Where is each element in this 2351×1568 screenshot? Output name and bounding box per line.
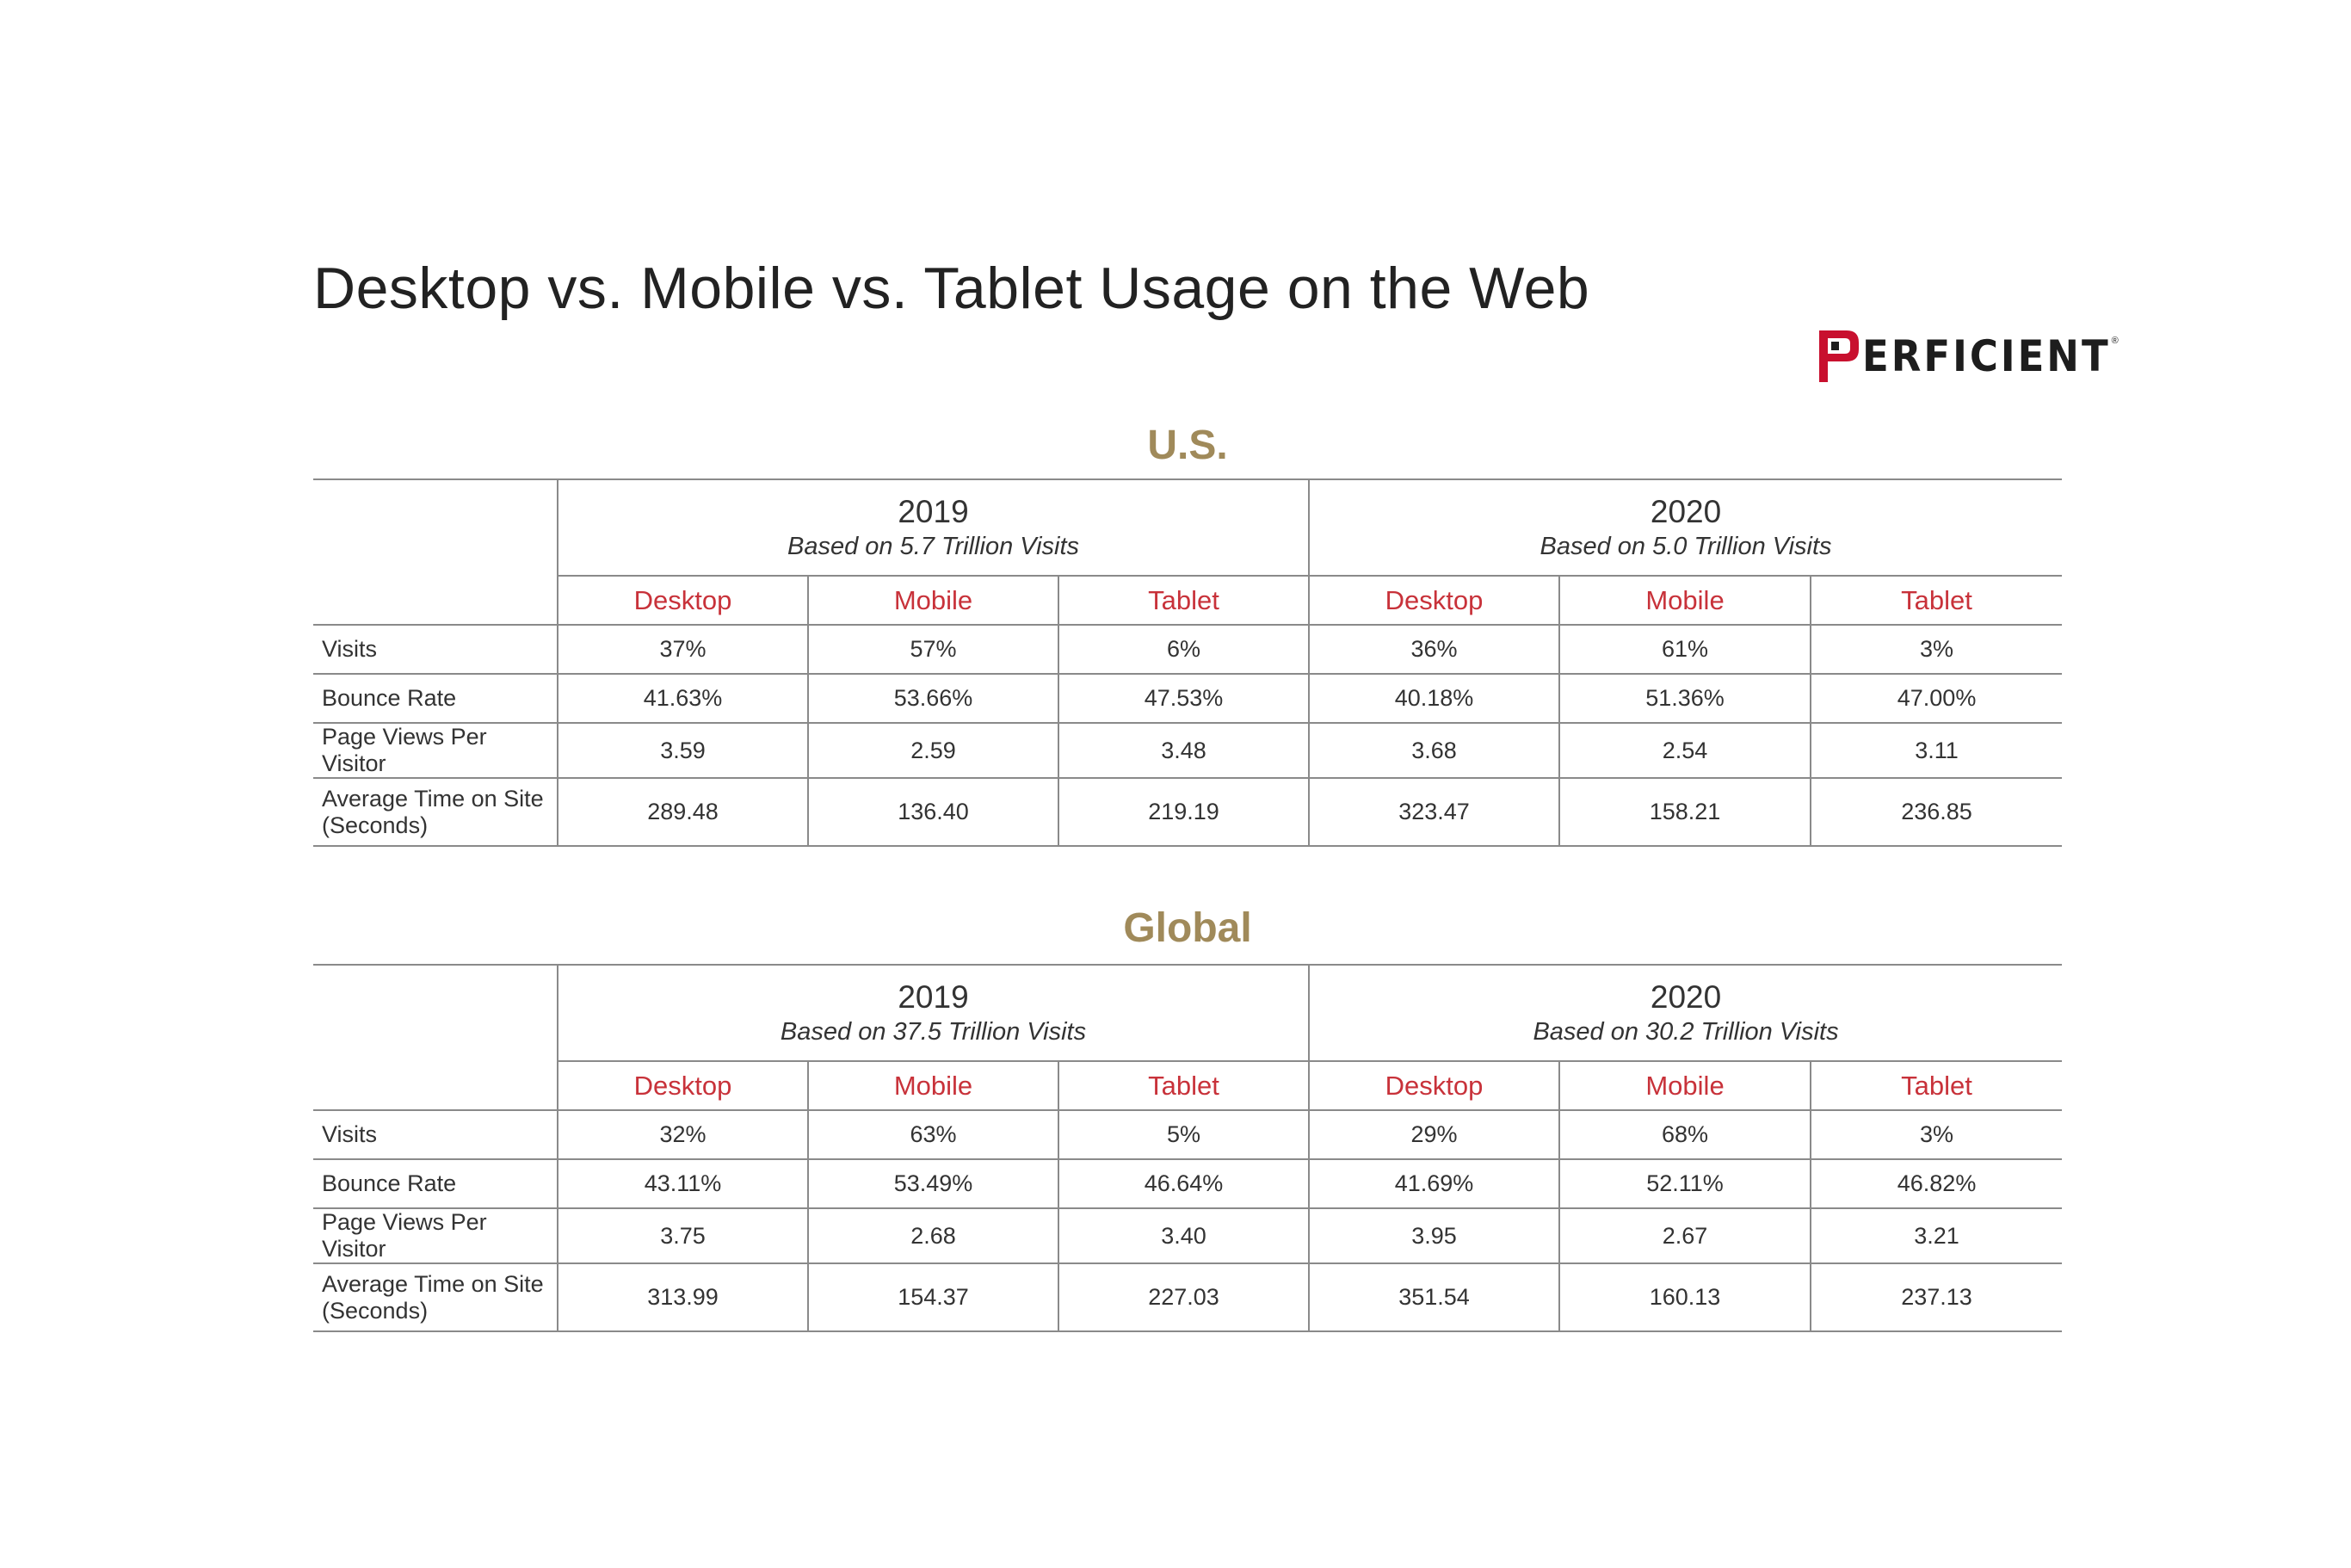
corner-cell: [313, 1061, 558, 1110]
logo-trademark: ®: [2111, 336, 2119, 346]
cell: 68%: [1559, 1110, 1811, 1159]
table-row: [313, 723, 2062, 778]
cell: 2.54: [1559, 723, 1811, 778]
cell: 3.75: [558, 1208, 808, 1263]
year-label: 2019: [898, 979, 969, 1015]
cell: 3%: [1811, 625, 2062, 674]
table-row: [313, 674, 2062, 723]
section-title-us: U.S.: [1147, 423, 1228, 468]
table-row: [313, 1208, 2062, 1263]
cell: 36%: [1309, 625, 1559, 674]
column-header-desktop: Desktop: [1309, 576, 1559, 625]
cell: 154.37: [808, 1263, 1058, 1331]
cell: 52.11%: [1559, 1159, 1811, 1208]
cell: 158.21: [1559, 778, 1811, 846]
cell: 2.68: [808, 1208, 1058, 1263]
year-label: 2019: [898, 494, 969, 529]
cell: 6%: [1058, 625, 1309, 674]
column-header-tablet: Tablet: [1811, 576, 2062, 625]
cell: 53.66%: [808, 674, 1058, 723]
row-label: [313, 1263, 558, 1331]
cell: 41.69%: [1309, 1159, 1559, 1208]
corner-cell: [313, 965, 558, 1061]
year-header-2020: [1309, 479, 2062, 576]
cell: 237.13: [1811, 1263, 2062, 1331]
row-label: Visits: [313, 1110, 558, 1159]
cell: 32%: [558, 1110, 808, 1159]
column-header-mobile: Mobile: [1559, 576, 1811, 625]
cell: 5%: [1058, 1110, 1309, 1159]
table-row: [313, 1159, 2062, 1208]
cell: 40.18%: [1309, 674, 1559, 723]
cell: 61%: [1559, 625, 1811, 674]
basis-label: Based on 5.0 Trillion Visits: [1540, 533, 1832, 560]
cell: 47.00%: [1811, 674, 2062, 723]
table-row: [313, 1263, 2062, 1331]
row-label: Page Views Per Visitor: [313, 723, 558, 778]
cell: 3.40: [1058, 1208, 1309, 1263]
cell: 160.13: [1559, 1263, 1811, 1331]
cell: 57%: [808, 625, 1058, 674]
cell: 313.99: [558, 1263, 808, 1331]
row-label: Page Views Per Visitor: [313, 1208, 558, 1263]
column-header-desktop: Desktop: [558, 576, 808, 625]
cell: 41.63%: [558, 674, 808, 723]
us-usage-table: [313, 478, 2062, 847]
table-row: [313, 1110, 2062, 1159]
cell: 3%: [1811, 1110, 2062, 1159]
cell: 3.95: [1309, 1208, 1559, 1263]
row-label-line: (Seconds): [322, 812, 429, 838]
column-header-desktop: Desktop: [1309, 1061, 1559, 1110]
global-usage-table: [313, 964, 2062, 1332]
column-header-mobile: Mobile: [808, 1061, 1058, 1110]
cell: 289.48: [558, 778, 808, 846]
basis-label: Based on 37.5 Trillion Visits: [780, 1018, 1087, 1046]
cell: 53.49%: [808, 1159, 1058, 1208]
cell: 136.40: [808, 778, 1058, 846]
table-row: [313, 625, 2062, 674]
year-header-2020: [1309, 965, 2062, 1061]
column-header-mobile: Mobile: [1559, 1061, 1811, 1110]
cell: 323.47: [1309, 778, 1559, 846]
row-label-line: Average Time on Site: [322, 785, 544, 812]
row-label: Visits: [313, 625, 558, 674]
cell: 2.59: [808, 723, 1058, 778]
section-title-global: Global: [1123, 905, 1252, 951]
perficient-logo: [1819, 330, 2119, 382]
cell: 63%: [808, 1110, 1058, 1159]
table-row: [313, 778, 2062, 846]
column-header-tablet: Tablet: [1058, 1061, 1309, 1110]
row-label: [313, 778, 558, 846]
cell: 46.82%: [1811, 1159, 2062, 1208]
corner-cell: [313, 576, 558, 625]
cell: 2.67: [1559, 1208, 1811, 1263]
row-label-line: Average Time on Site: [322, 1270, 544, 1297]
year-label: 2020: [1650, 494, 1722, 529]
row-label: Bounce Rate: [313, 674, 558, 723]
row-label: Bounce Rate: [313, 1159, 558, 1208]
cell: 46.64%: [1058, 1159, 1309, 1208]
cell: 43.11%: [558, 1159, 808, 1208]
cell: 3.59: [558, 723, 808, 778]
cell: 29%: [1309, 1110, 1559, 1159]
column-header-tablet: Tablet: [1058, 576, 1309, 625]
cell: 236.85: [1811, 778, 2062, 846]
logo-wordmark: ERFICIENT: [1862, 331, 2111, 381]
basis-label: Based on 5.7 Trillion Visits: [787, 533, 1080, 560]
corner-cell: [313, 479, 558, 576]
cell: 3.48: [1058, 723, 1309, 778]
basis-label: Based on 30.2 Trillion Visits: [1533, 1018, 1839, 1046]
cell: 47.53%: [1058, 674, 1309, 723]
cell: 219.19: [1058, 778, 1309, 846]
cell: 3.68: [1309, 723, 1559, 778]
year-header-2019: [558, 965, 1309, 1061]
cell: 351.54: [1309, 1263, 1559, 1331]
cell: 227.03: [1058, 1263, 1309, 1331]
column-header-desktop: Desktop: [558, 1061, 808, 1110]
page-title: Desktop vs. Mobile vs. Tablet Usage on the Web: [313, 256, 1590, 321]
cell: 37%: [558, 625, 808, 674]
cell: 51.36%: [1559, 674, 1811, 723]
year-label: 2020: [1650, 979, 1722, 1015]
perficient-logo-icon: [1819, 330, 1860, 382]
row-label-line: (Seconds): [322, 1297, 429, 1324]
year-header-2019: [558, 479, 1309, 576]
column-header-mobile: Mobile: [808, 576, 1058, 625]
cell: 3.11: [1811, 723, 2062, 778]
cell: 3.21: [1811, 1208, 2062, 1263]
column-header-tablet: Tablet: [1811, 1061, 2062, 1110]
